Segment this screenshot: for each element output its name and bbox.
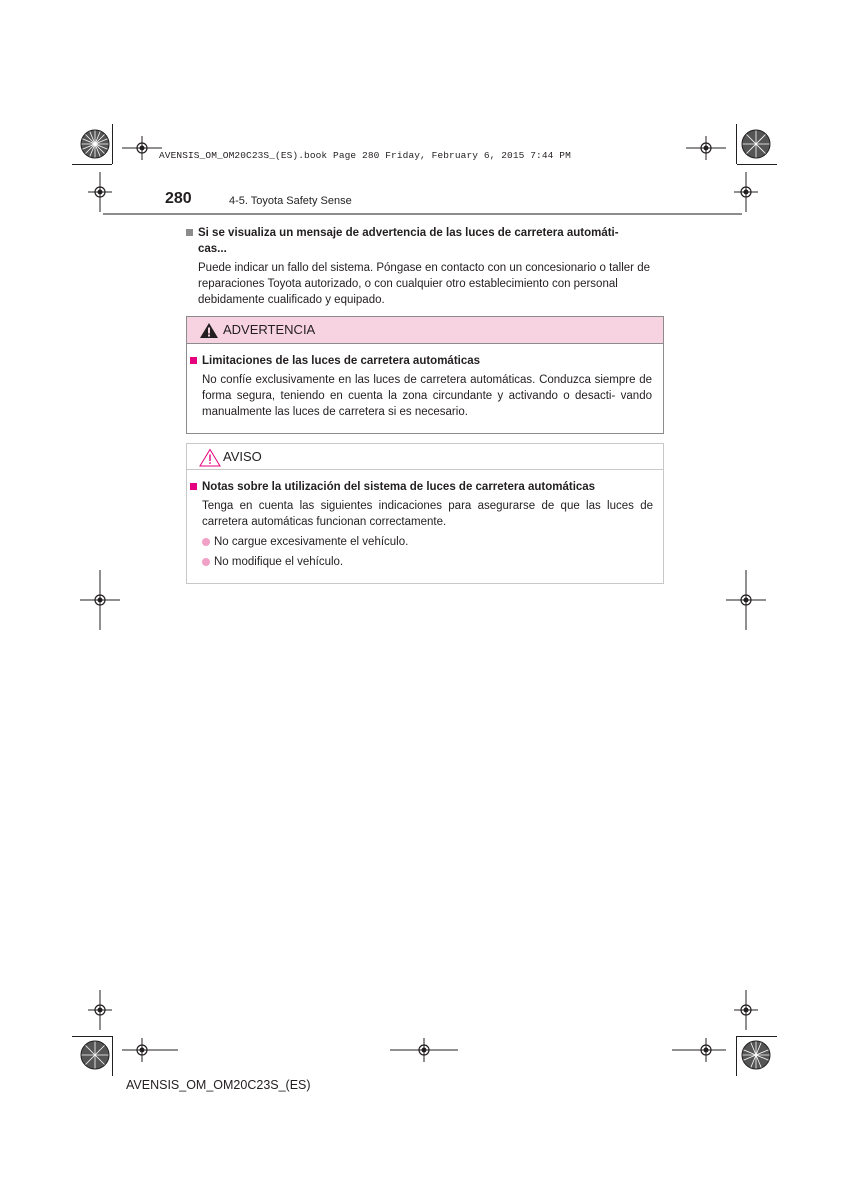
- trim-line: [736, 124, 737, 164]
- crosshair-mark-icon: [686, 136, 726, 160]
- trim-line: [112, 124, 113, 164]
- square-bullet-icon: [190, 483, 197, 490]
- notice-bullet-1: No cargue excesivamente el vehículo.: [214, 536, 409, 548]
- notice-subheading-row: [190, 479, 653, 495]
- trim-line: [736, 1036, 737, 1076]
- print-book-line: AVENSIS_OM_OM20C23S_(ES).book Page 280 Friday, February 6, 2015 7:44 PM: [159, 150, 571, 161]
- radial-registration-mark-icon: [741, 129, 771, 159]
- warning-header: [187, 317, 663, 344]
- intro-heading: [186, 225, 663, 241]
- warning-subheading-row: [190, 353, 652, 369]
- warning-body: No confíe exclusivamente en las luces de carretera automáticas. Conduzca siempre de forma segura, teniendo en cuenta la zona circundante y activando o desacti- vando manualmente las luces de carretera si es necesario.: [202, 374, 652, 418]
- warning-subheading: Limitaciones de las luces de carretera automáticas: [202, 355, 481, 367]
- trim-line: [72, 1036, 112, 1037]
- crosshair-mark-icon: [80, 570, 120, 630]
- intro-section: [186, 225, 663, 308]
- list-item: [190, 534, 653, 550]
- notice-header: [187, 444, 663, 470]
- crosshair-mark-icon: [726, 570, 766, 630]
- notice-body: Tenga en cuenta las siguientes indicaciones para asegurarse de que las luces de carretera automáticas funcionan correctamente.: [202, 500, 653, 528]
- intro-heading-line2: cas...: [198, 243, 227, 255]
- warning-title: ADVERTENCIA: [223, 322, 316, 337]
- intro-heading-line1: Si se visualiza un mensaje de advertencia de las luces de carretera automáti-: [198, 227, 619, 239]
- round-bullet-icon: [202, 558, 210, 566]
- caution-triangle-icon: [199, 448, 221, 472]
- crosshair-mark-icon: [88, 172, 112, 212]
- crosshair-mark-icon: [88, 990, 112, 1030]
- trim-line: [72, 164, 112, 165]
- crosshair-mark-icon: [390, 1038, 458, 1062]
- trim-line: [112, 1036, 113, 1076]
- radial-registration-mark-icon: [80, 129, 110, 159]
- intro-body: Puede indicar un fallo del sistema. Póngase en contacto con un concesionario o taller de reparaciones Toyota autorizado, o con cualquier otro establecimiento con personal debidamente cualificado y equipado.: [198, 262, 650, 306]
- section-title: 4-5. Toyota Safety Sense: [229, 195, 352, 207]
- warning-content: [190, 353, 652, 420]
- notice-bullet-2: No modifique el vehículo.: [214, 556, 344, 568]
- crosshair-mark-icon: [672, 1038, 726, 1062]
- crosshair-mark-icon: [734, 990, 758, 1030]
- crosshair-mark-icon: [122, 136, 162, 160]
- warning-box: [186, 316, 664, 434]
- trim-line: [737, 164, 777, 165]
- trim-line: [737, 1036, 777, 1037]
- header-rule: [103, 213, 742, 215]
- square-bullet-icon: [190, 357, 197, 364]
- crosshair-mark-icon: [734, 172, 758, 212]
- warning-triangle-icon: [199, 322, 219, 344]
- crosshair-mark-icon: [122, 1038, 178, 1062]
- square-bullet-icon: [186, 229, 193, 236]
- radial-registration-mark-icon: [80, 1040, 110, 1070]
- round-bullet-icon: [202, 538, 210, 546]
- list-item: [190, 554, 653, 570]
- radial-registration-mark-icon: [741, 1040, 771, 1070]
- notice-title: AVISO: [223, 449, 262, 464]
- notice-box: [186, 443, 664, 584]
- notice-content: [190, 479, 653, 570]
- notice-subheading: Notas sobre la utilización del sistema de luces de carretera automáticas: [202, 481, 596, 493]
- footer-text: AVENSIS_OM_OM20C23S_(ES): [126, 1078, 311, 1092]
- page-number: 280: [165, 190, 192, 207]
